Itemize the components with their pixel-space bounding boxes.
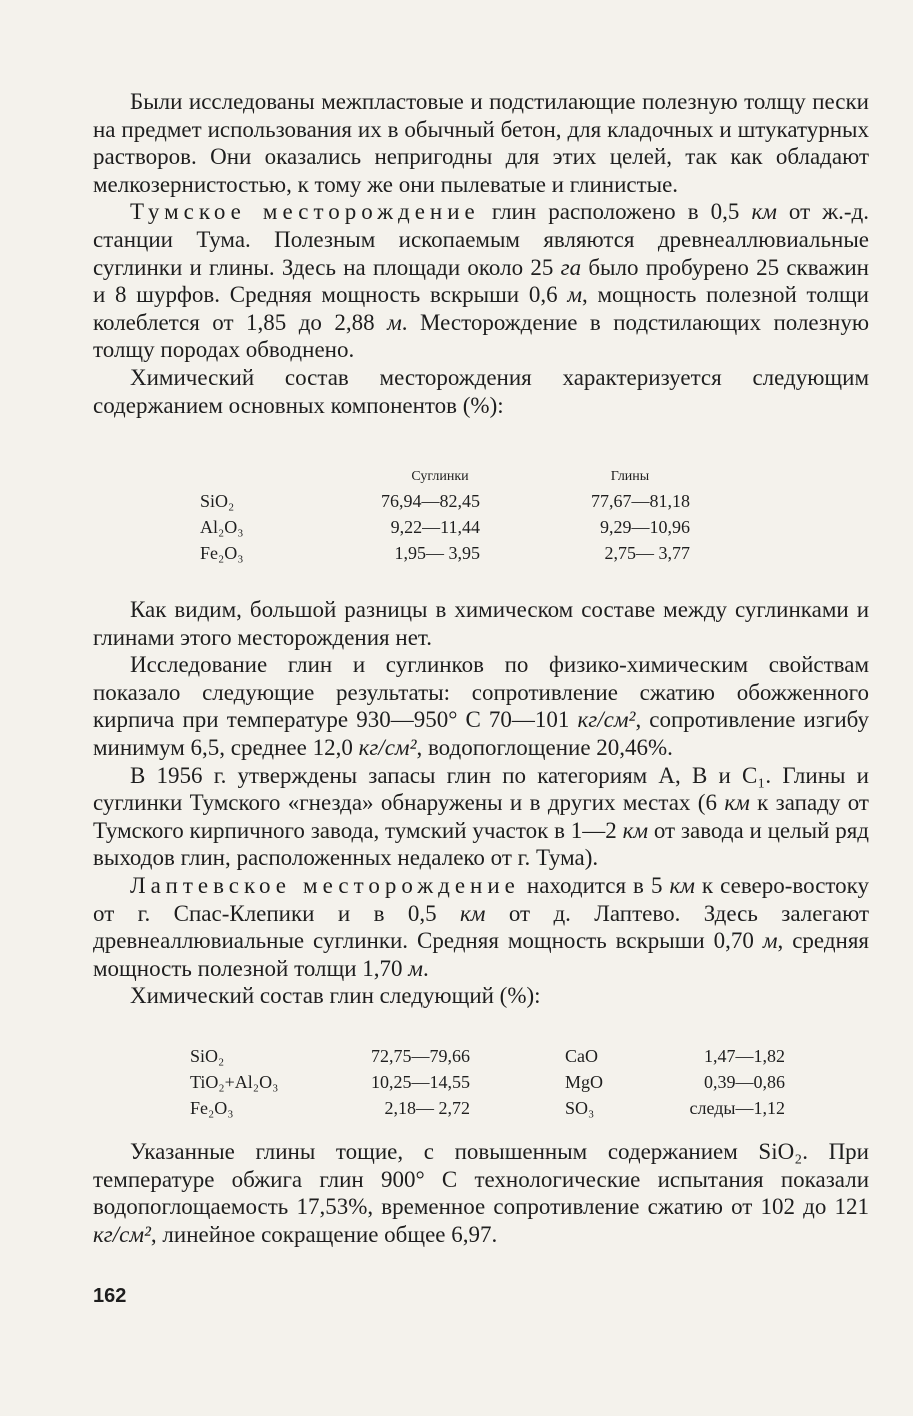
table-row [200,540,730,566]
value-cell: 1,47—1,82 [704,1045,785,1066]
deposit-name-tuma: Тумское месторождение [130,199,480,225]
component-cell: SiO₂ [190,1045,225,1066]
table-header-row [200,466,730,488]
value-cell: 72,75—79,66 [371,1045,470,1066]
chem-composition-table-1 [200,466,730,566]
paragraph-clay-tests: Указанные глины тощие, с повышенным содержанием SiO₂. При температуре обжига глин 900° С технологические испытания показали водопоглощаемость 17,53%, временное сопротивление сжатию от 102 до 121 кг/см², линейное сокращение общее 6,97. [93,1139,869,1247]
chem-composition-table-2 [190,1043,785,1121]
clay-value-cell: 77,67—81,18 [591,490,690,511]
component-cell: Fe₂O₃ [200,542,244,563]
text-block-bottom [93,1138,869,1248]
component-cell: Al₂O₃ [200,516,244,537]
value-cell: 0,39—0,86 [704,1071,785,1092]
component-cell: CaO [565,1045,598,1066]
table-row [190,1043,785,1069]
paragraph-chem-intro-2: Химический состав глин следующий (%): [130,983,541,1009]
page-number: 162 [93,1285,127,1307]
text-block-top [93,88,869,419]
component-cell: SO₃ [565,1097,595,1118]
value-cell: 10,25—14,55 [371,1071,470,1092]
table-row [190,1095,785,1121]
table-row [190,1069,785,1095]
clay-value-cell: 9,29—10,96 [600,516,690,537]
component-cell: Fe₂O₃ [190,1097,234,1118]
value-cell: следы—1,12 [689,1097,785,1118]
value-cell: 2,18— 2,72 [384,1097,470,1118]
component-cell: MgO [565,1071,604,1092]
table-row [200,488,730,514]
paragraph-chem-intro: Химический состав месторождения характеризуется следующим содержанием основных компонентов (%): [93,364,869,418]
column-header-loam: Суглинки [411,469,469,484]
loam-value-cell: 9,22—11,44 [390,516,480,537]
column-header-clay: Глины [610,469,650,484]
text-block-middle [93,596,869,1010]
paragraph-reserves: В 1956 г. утверждены запасы глин по категориям А, В и С₁. Глины и суглинки Тумского «гнезда» обнаружены и в других местах (6 км к западу от Тумского кирпичного завода, тумский участок в 1—2 км от завода и целый ряд выходов глин, расположенных недалеко от г. Тума). [93,762,869,871]
paragraph-physchem-results: Исследование глин и суглинков по физико-химическим свойствам показало следующие результаты: сопротивление сжатию обожженного кирпича при температуре 930—950° С 70—101 кг/см², сопротивление изгибу минимум 6,5, среднее 12,0 кг/см², водопоглощение 20,46%. [93,652,869,760]
table-row [200,514,730,540]
component-cell: TiO₂+Al₂O₃ [190,1071,279,1092]
paragraph-laptevo-deposit: Лаптевское месторождение находится в 5 км к северо-востоку от г. Спас-Клепики и в 0,5 км от д. Лаптево. Здесь залегают древнеаллювиальные суглинки. Средняя мощность вскрыши 0,70 м, средняя мощность полезной толщи 1,70 м. [93,872,870,981]
deposit-name-laptevo: Лаптевское месторождение [130,872,520,898]
paragraph-comparison: Как видим, большой разницы в химическом составе между суглинками и глинами этого месторождения нет. [93,597,869,650]
paragraph-tuma-deposit: Тумское месторождение глин расположено в 0,5 км от ж.-д. станции Тума. Полезным ископаемым являются древнеаллювиальные суглинки и глины. Здесь на площади около 25 га было пробурено 25 скважин и 8 шурфов. Средняя мощность вскрыши 0,6 м, мощность полезной толщи колеблется от 1,85 до 2,88 м. Месторождение в подстилающих полезную толщу породах обводнено. [93,199,870,363]
component-cell: SiO₂ [200,490,235,511]
clay-value-cell: 2,75— 3,77 [604,542,690,563]
loam-value-cell: 1,95— 3,95 [394,542,480,563]
loam-value-cell: 76,94—82,45 [381,490,480,511]
paragraph-sands: Были исследованы межпластовые и подстилающие полезную толщу пески на предмет использования их в обычный бетон, для кладочных и штукатурных растворов. Они оказались непригодны для этих целей, так как обладают мелкозернистостью, к тому же они пылеватые и глинистые. [93,89,869,197]
